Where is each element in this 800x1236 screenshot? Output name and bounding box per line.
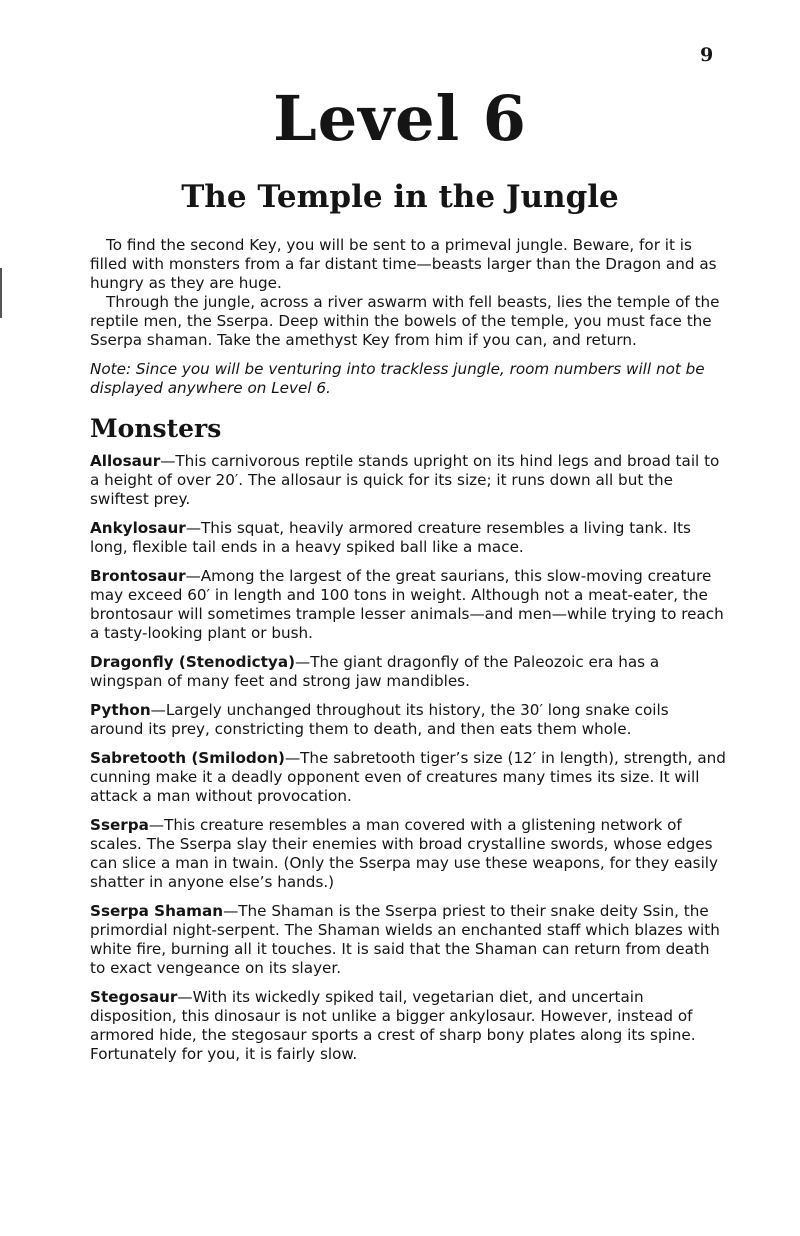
- monster-name: Brontosaur: [90, 567, 186, 585]
- monster-name: Ankylosaur: [90, 519, 186, 537]
- monster-entry-allosaur: [90, 452, 726, 509]
- monster-description: —This carnivorous reptile stands upright on its hind legs and broad tail to a height of over 20′. The allosaur is quick for its size; it runs down all but the swiftest prey.: [90, 452, 720, 508]
- monster-entry-sserpa: [90, 816, 726, 892]
- page-number: 9: [700, 44, 714, 66]
- monster-description: —The sabretooth tiger’s size (12′ in length), strength, and cunning make it a deadly opponent even of creatures many times its size. It will attack a man without provocation.: [90, 749, 726, 805]
- monster-entry-stegosaur: [90, 988, 726, 1064]
- monster-description: —The giant dragonfly of the Paleozoic era has a wingspan of many feet and strong jaw mandibles.: [90, 653, 660, 690]
- monsters-heading: Monsters: [90, 414, 222, 443]
- monster-name: Sserpa: [90, 816, 149, 834]
- monster-name: Sabretooth (Smilodon): [90, 749, 285, 767]
- monster-name: Sserpa Shaman: [90, 902, 224, 920]
- monster-name: Dragonfly (Stenodictya): [90, 653, 296, 671]
- monster-description: —This squat, heavily armored creature resembles a living tank. Its long, flexible tail ends in a heavy spiked ball like a mace.: [90, 519, 691, 556]
- monster-description: —This creature resembles a man covered with a glistening network of scales. The Sserpa slay their enemies with broad crystalline swords, whose edges can slice a man in twain. (Only the Sserpa may use these weapons, for they easily shatter in anyone else’s hands.): [90, 816, 719, 891]
- intro-paragraph: To find the second Key, you will be sent to a primeval jungle. Beware, for it is filled with monsters from a far distant time—beasts larger than the Dragon and as hungry as they are huge.: [90, 236, 717, 292]
- scan-margin-mark: [0, 268, 2, 318]
- monster-description: —Largely unchanged throughout its history, the 30′ long snake coils around its prey, constricting them to death, and then eats them whole.: [90, 701, 669, 738]
- monster-entry-python: [90, 701, 726, 739]
- monster-description: —Among the largest of the great saurians, this slow-moving creature may exceed 60′ in length and 100 tons in weight. Although not a meat-eater, the brontosaur will sometimes trample lesser animals—and men—while trying to reach a tasty-looking plant or bush.: [90, 567, 724, 642]
- page-body: [90, 236, 726, 1074]
- monster-entry-dragonfly: [90, 653, 726, 691]
- monster-entry-brontosaur: [90, 567, 726, 643]
- monster-name: Python: [90, 701, 151, 719]
- monster-entry-ankylosaur: [90, 519, 726, 557]
- monster-description: —The Shaman is the Sserpa priest to their snake deity Ssin, the primordial night-serpent. The Shaman wields an enchanted staff which blazes with white fire, burning all it touches. It is said that the Shaman can return from death to exact vengeance on its slayer.: [90, 902, 720, 977]
- monster-name: Allosaur: [90, 452, 161, 470]
- level-subtitle: The Temple in the Jungle: [181, 179, 619, 215]
- monster-entry-sabretooth: [90, 749, 726, 806]
- intro-paragraph: Through the jungle, across a river aswarm with fell beasts, lies the temple of the reptile men, the Sserpa. Deep within the bowels of the temple, you must face the Sserpa shaman. Take the amethyst Key from him if you can, and return.: [90, 293, 720, 349]
- level-title: Level 6: [273, 82, 527, 155]
- monster-description: —With its wickedly spiked tail, vegetarian diet, and uncertain disposition, this dinosaur is not unlike a bigger ankylosaur. However, instead of armored hide, the stegosaur sports a crest of sharp bony plates along its spine. Fortunately for you, it is fairly slow.: [90, 988, 696, 1063]
- intro-section: [90, 236, 726, 350]
- monster-name: Stegosaur: [90, 988, 178, 1006]
- monster-list: [90, 452, 726, 1064]
- level-note: Note: Since you will be venturing into trackless jungle, room numbers will not be displayed anywhere on Level 6.: [90, 360, 705, 397]
- monster-entry-sserpa-shaman: [90, 902, 726, 978]
